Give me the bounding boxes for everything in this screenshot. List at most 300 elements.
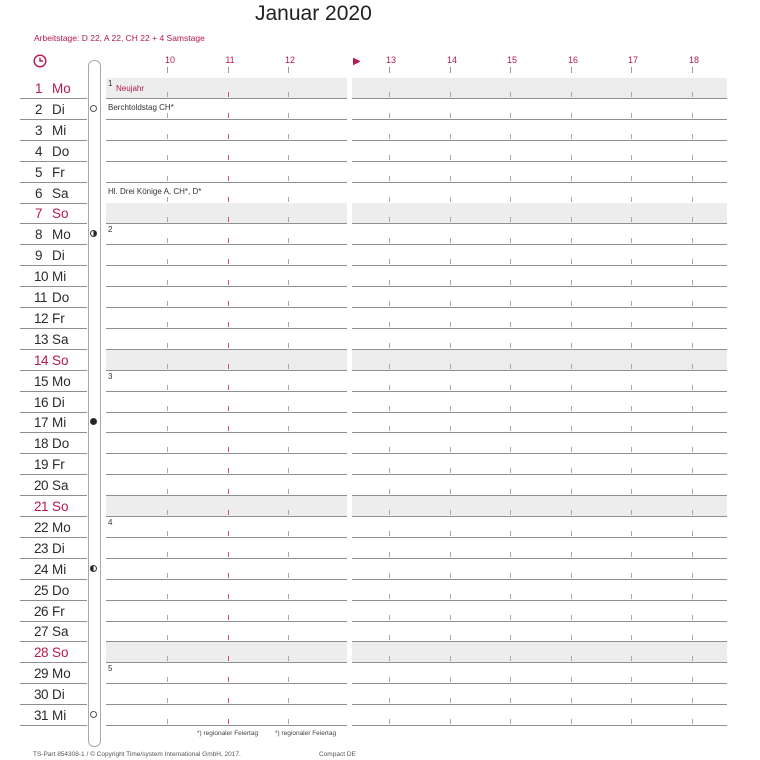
day-band-morning[interactable] bbox=[106, 705, 347, 725]
row-rule bbox=[352, 725, 727, 726]
hour-tick bbox=[692, 552, 693, 557]
hour-tick bbox=[228, 573, 229, 578]
hour-tick bbox=[389, 426, 390, 431]
hour-tick bbox=[692, 343, 693, 348]
day-band-afternoon[interactable] bbox=[352, 224, 727, 244]
weekday-label: Do bbox=[52, 290, 70, 305]
hour-tick bbox=[571, 635, 572, 640]
day-band-morning[interactable] bbox=[106, 245, 347, 265]
day-number: 15 bbox=[34, 373, 49, 389]
hour-tick bbox=[692, 92, 693, 97]
day-row[interactable] bbox=[0, 663, 760, 684]
hour-tick bbox=[167, 406, 168, 411]
hour-tick bbox=[692, 510, 693, 515]
hour-tick bbox=[450, 719, 451, 724]
day-number: 30 bbox=[34, 687, 49, 703]
hour-tick bbox=[228, 343, 229, 348]
day-row[interactable] bbox=[0, 496, 760, 517]
day-number: 5 bbox=[35, 164, 43, 180]
day-row[interactable] bbox=[0, 78, 760, 99]
hour-tick bbox=[167, 176, 168, 181]
day-band-afternoon[interactable] bbox=[352, 663, 727, 683]
day-band-afternoon[interactable] bbox=[352, 412, 727, 432]
hour-tick bbox=[692, 176, 693, 181]
day-band-morning[interactable] bbox=[106, 433, 347, 453]
week-number: 4 bbox=[108, 517, 113, 527]
day-band-morning[interactable] bbox=[106, 538, 347, 558]
hour-label-17: 17 bbox=[627, 55, 638, 65]
hour-tick bbox=[288, 238, 289, 243]
hour-tick bbox=[167, 92, 168, 97]
day-number: 29 bbox=[34, 666, 49, 682]
hour-tick bbox=[510, 552, 511, 557]
hour-tick bbox=[571, 343, 572, 348]
day-row[interactable] bbox=[0, 183, 760, 204]
day-band-morning[interactable] bbox=[106, 496, 347, 516]
day-band-morning[interactable] bbox=[106, 120, 347, 140]
day-band-morning[interactable] bbox=[106, 350, 347, 370]
hour-tick bbox=[571, 489, 572, 494]
moon-last-icon bbox=[90, 565, 97, 572]
hour-tick bbox=[389, 698, 390, 703]
weekday-label: Mo bbox=[52, 81, 71, 96]
day-band-afternoon[interactable] bbox=[352, 392, 727, 412]
day-row[interactable] bbox=[0, 601, 760, 622]
day-row[interactable] bbox=[0, 371, 760, 392]
hour-tick bbox=[571, 322, 572, 327]
day-row[interactable] bbox=[0, 141, 760, 162]
day-band-afternoon[interactable] bbox=[352, 162, 727, 182]
hour-tick bbox=[288, 176, 289, 181]
hour-tick bbox=[228, 364, 229, 369]
hour-tick bbox=[631, 280, 632, 285]
day-number: 8 bbox=[35, 227, 43, 243]
hour-tick bbox=[228, 280, 229, 285]
weekday-label: Fr bbox=[52, 310, 65, 326]
day-band-afternoon[interactable] bbox=[352, 203, 727, 223]
weekday-label: Di bbox=[52, 248, 65, 264]
day-band-afternoon[interactable] bbox=[352, 601, 727, 621]
hour-tick bbox=[450, 280, 451, 285]
day-row[interactable] bbox=[0, 517, 760, 538]
hour-tick bbox=[510, 197, 511, 202]
day-row[interactable] bbox=[0, 329, 760, 350]
day-band-afternoon[interactable] bbox=[352, 287, 727, 307]
day-band-afternoon[interactable] bbox=[352, 329, 727, 349]
hour-tick bbox=[288, 615, 289, 620]
hour-tick bbox=[288, 635, 289, 640]
weekday-label: So bbox=[52, 645, 69, 661]
hour-tick bbox=[450, 176, 451, 181]
hour-tick bbox=[288, 217, 289, 222]
hour-tick bbox=[389, 197, 390, 202]
day-row[interactable] bbox=[0, 433, 760, 454]
hour-tick bbox=[631, 426, 632, 431]
day-band-morning[interactable] bbox=[106, 203, 347, 223]
weekday-label: Fr bbox=[52, 457, 65, 473]
hour-tick bbox=[571, 552, 572, 557]
hour-tick bbox=[389, 635, 390, 640]
hour-tick bbox=[228, 322, 229, 327]
hour-tick bbox=[389, 217, 390, 222]
hour-tick bbox=[450, 322, 451, 327]
hour-tick bbox=[571, 406, 572, 411]
hour-tick bbox=[692, 594, 693, 599]
hour-tick bbox=[167, 510, 168, 515]
hour-tick bbox=[288, 280, 289, 285]
hour-tick bbox=[450, 259, 451, 264]
hour-tick bbox=[631, 259, 632, 264]
play-triangle-icon: ▶ bbox=[353, 56, 361, 67]
hour-tick bbox=[631, 113, 632, 118]
footnote-regional-holiday: *) regionaler Feiertag bbox=[197, 730, 259, 737]
hour-tick bbox=[450, 92, 451, 97]
hour-tick bbox=[692, 635, 693, 640]
day-band-afternoon[interactable] bbox=[352, 350, 727, 370]
hour-tick bbox=[228, 510, 229, 515]
hour-tick bbox=[631, 510, 632, 515]
hour-tick bbox=[288, 594, 289, 599]
day-row[interactable] bbox=[0, 266, 760, 287]
hour-tick bbox=[571, 615, 572, 620]
day-number: 17 bbox=[34, 415, 49, 431]
weekday-label: Mo bbox=[52, 666, 71, 682]
day-band-afternoon[interactable] bbox=[352, 371, 727, 391]
hour-tick bbox=[167, 468, 168, 473]
hour-tick bbox=[228, 155, 229, 160]
hour-tick bbox=[450, 552, 451, 557]
hour-tick bbox=[228, 176, 229, 181]
hour-tick bbox=[167, 301, 168, 306]
day-number: 7 bbox=[35, 206, 43, 222]
hour-tick bbox=[228, 113, 229, 118]
hour-tick bbox=[450, 364, 451, 369]
hour-tick bbox=[288, 343, 289, 348]
day-band-afternoon[interactable] bbox=[352, 621, 727, 641]
hour-tick bbox=[389, 301, 390, 306]
day-row[interactable] bbox=[0, 120, 760, 141]
hour-tick bbox=[288, 573, 289, 578]
day-number: 26 bbox=[34, 603, 49, 619]
day-band-afternoon[interactable] bbox=[352, 580, 727, 600]
hour-tick bbox=[510, 113, 511, 118]
day-row[interactable] bbox=[0, 454, 760, 475]
hour-tick bbox=[571, 426, 572, 431]
day-row[interactable] bbox=[0, 287, 760, 308]
day-row[interactable] bbox=[0, 475, 760, 496]
hour-tick bbox=[167, 447, 168, 452]
day-number: 13 bbox=[34, 331, 49, 347]
day-band-morning[interactable] bbox=[106, 371, 347, 391]
day-band-afternoon[interactable] bbox=[352, 433, 727, 453]
hour-tick bbox=[631, 217, 632, 222]
hour-label-13: 13 bbox=[385, 55, 396, 65]
day-number: 24 bbox=[34, 561, 49, 577]
hour-tick bbox=[510, 301, 511, 306]
day-band-morning[interactable] bbox=[106, 224, 347, 244]
hour-tick bbox=[167, 322, 168, 327]
day-row[interactable] bbox=[0, 538, 760, 559]
hour-tick bbox=[389, 385, 390, 390]
hour-tick bbox=[450, 615, 451, 620]
hour-tick bbox=[228, 238, 229, 243]
day-row[interactable] bbox=[0, 559, 760, 580]
hour-tick bbox=[389, 489, 390, 494]
day-band-afternoon[interactable] bbox=[352, 642, 727, 662]
hour-tick bbox=[571, 364, 572, 369]
hour-label-15: 15 bbox=[506, 55, 517, 65]
day-band-morning[interactable] bbox=[106, 287, 347, 307]
hour-tick bbox=[631, 489, 632, 494]
day-band-afternoon[interactable] bbox=[352, 78, 727, 98]
week-number: 5 bbox=[108, 664, 113, 674]
day-row[interactable] bbox=[0, 245, 760, 266]
day-band-morning[interactable] bbox=[106, 392, 347, 412]
day-band-morning[interactable] bbox=[106, 621, 347, 641]
hour-tick bbox=[167, 677, 168, 682]
day-band-afternoon[interactable] bbox=[352, 684, 727, 704]
hour-tick bbox=[228, 259, 229, 264]
day-band-afternoon[interactable] bbox=[352, 496, 727, 516]
week-number: 3 bbox=[108, 371, 113, 381]
day-band-afternoon[interactable] bbox=[352, 266, 727, 286]
hour-tick bbox=[389, 134, 390, 139]
hour-tick bbox=[288, 719, 289, 724]
hour-tick bbox=[631, 677, 632, 682]
hour-tick bbox=[288, 364, 289, 369]
hour-tick bbox=[167, 385, 168, 390]
day-band-afternoon[interactable] bbox=[352, 475, 727, 495]
hour-tick bbox=[510, 635, 511, 640]
day-band-afternoon[interactable] bbox=[352, 120, 727, 140]
hour-tick bbox=[450, 573, 451, 578]
hour-tick bbox=[167, 238, 168, 243]
page-title: Januar 2020 bbox=[255, 2, 372, 25]
day-band-morning[interactable] bbox=[106, 642, 347, 662]
day-row[interactable] bbox=[0, 392, 760, 413]
hour-tick bbox=[631, 385, 632, 390]
weekday-label: Di bbox=[52, 540, 65, 556]
day-row[interactable] bbox=[0, 350, 760, 371]
hour-label-11: 11 bbox=[225, 55, 235, 65]
hour-tick bbox=[389, 468, 390, 473]
hour-tick bbox=[167, 113, 168, 118]
hour-tick bbox=[167, 573, 168, 578]
hour-tick bbox=[288, 113, 289, 118]
hour-tick bbox=[631, 92, 632, 97]
hour-tick bbox=[389, 719, 390, 724]
hour-label-18: 18 bbox=[688, 55, 699, 65]
hour-tick bbox=[288, 677, 289, 682]
hour-tick bbox=[510, 322, 511, 327]
hour-tick bbox=[571, 385, 572, 390]
weekday-label: Mi bbox=[52, 708, 67, 723]
hour-tick bbox=[228, 92, 229, 97]
day-band-morning[interactable] bbox=[106, 162, 347, 182]
hour-tick bbox=[692, 719, 693, 724]
day-band-afternoon[interactable] bbox=[352, 454, 727, 474]
hour-tick bbox=[510, 343, 511, 348]
hour-tick bbox=[571, 197, 572, 202]
hour-tick bbox=[167, 615, 168, 620]
hour-tick bbox=[571, 656, 572, 661]
day-row[interactable] bbox=[0, 224, 760, 245]
day-row[interactable] bbox=[0, 308, 760, 329]
weekday-label: Sa bbox=[52, 478, 69, 494]
day-band-morning[interactable] bbox=[106, 454, 347, 474]
day-row[interactable] bbox=[0, 203, 760, 224]
weekday-label: Mi bbox=[52, 122, 67, 138]
hour-tick bbox=[450, 385, 451, 390]
hour-tick bbox=[389, 573, 390, 578]
hour-tick bbox=[228, 635, 229, 640]
hour-tick bbox=[389, 510, 390, 515]
hour-tick bbox=[692, 280, 693, 285]
hour-tick bbox=[450, 531, 451, 536]
day-row[interactable] bbox=[0, 621, 760, 642]
day-band-morning[interactable] bbox=[106, 663, 347, 683]
hour-tick bbox=[631, 615, 632, 620]
hour-tick bbox=[510, 176, 511, 181]
hour-tick bbox=[571, 259, 572, 264]
footnote-regional-holiday: *) regionaler Feiertag bbox=[275, 730, 337, 737]
day-row[interactable] bbox=[0, 99, 760, 120]
hour-tick bbox=[692, 447, 693, 452]
hour-tick bbox=[450, 217, 451, 222]
day-band-afternoon[interactable] bbox=[352, 141, 727, 161]
day-number: 12 bbox=[34, 310, 49, 326]
day-band-afternoon[interactable] bbox=[352, 183, 727, 203]
day-band-afternoon[interactable] bbox=[352, 245, 727, 265]
day-row[interactable] bbox=[0, 580, 760, 601]
day-number: 10 bbox=[34, 269, 49, 285]
hour-tick bbox=[631, 197, 632, 202]
hour-tick bbox=[510, 615, 511, 620]
hour-tick bbox=[228, 719, 229, 724]
hour-tick bbox=[631, 698, 632, 703]
day-row[interactable] bbox=[0, 642, 760, 663]
hour-tick bbox=[389, 259, 390, 264]
day-band-morning[interactable] bbox=[106, 412, 347, 432]
hour-tick bbox=[692, 677, 693, 682]
holiday-note: Hl. Drei Könige A, CH*, D* bbox=[108, 186, 202, 196]
hour-tick bbox=[228, 552, 229, 557]
hour-tick bbox=[692, 197, 693, 202]
day-number: 4 bbox=[35, 143, 43, 159]
hour-tick bbox=[389, 322, 390, 327]
hour-tick bbox=[389, 615, 390, 620]
day-band-morning[interactable] bbox=[106, 141, 347, 161]
hour-tick bbox=[450, 301, 451, 306]
day-row[interactable] bbox=[0, 412, 760, 433]
day-band-afternoon[interactable] bbox=[352, 559, 727, 579]
hour-tick bbox=[571, 447, 572, 452]
hour-tick bbox=[389, 656, 390, 661]
hour-tick bbox=[228, 615, 229, 620]
row-rule bbox=[20, 725, 87, 726]
week-number: 2 bbox=[108, 225, 113, 235]
day-band-morning[interactable] bbox=[106, 266, 347, 286]
day-band-morning[interactable] bbox=[106, 329, 347, 349]
hour-tick bbox=[288, 447, 289, 452]
weekday-label: Sa bbox=[52, 624, 69, 640]
day-band-afternoon[interactable] bbox=[352, 705, 727, 725]
hour-tick bbox=[692, 217, 693, 222]
day-row[interactable] bbox=[0, 705, 760, 726]
day-band-morning[interactable] bbox=[106, 684, 347, 704]
hour-tick bbox=[228, 677, 229, 682]
weekday-label: Di bbox=[52, 101, 65, 117]
hour-tick bbox=[692, 113, 693, 118]
hour-tick bbox=[450, 594, 451, 599]
hour-tick bbox=[631, 656, 632, 661]
hour-tick bbox=[167, 197, 168, 202]
day-band-morning[interactable] bbox=[106, 308, 347, 328]
hour-tick bbox=[510, 217, 511, 222]
hour-tick bbox=[510, 531, 511, 536]
workdays-caption: Arbeitstage: D 22, A 22, CH 22 + 4 Samstage bbox=[34, 33, 205, 43]
edition-label: Compact DE bbox=[319, 751, 356, 758]
hour-tick bbox=[510, 92, 511, 97]
day-band-morning[interactable] bbox=[106, 517, 347, 537]
hour-tick bbox=[692, 698, 693, 703]
hour-tick bbox=[692, 468, 693, 473]
day-band-morning[interactable] bbox=[106, 601, 347, 621]
day-number: 31 bbox=[34, 708, 49, 723]
hour-tick bbox=[228, 698, 229, 703]
day-number: 14 bbox=[34, 352, 49, 368]
row-rule bbox=[106, 725, 347, 726]
day-row[interactable] bbox=[0, 684, 760, 705]
hour-tick bbox=[571, 176, 572, 181]
hour-tick bbox=[571, 92, 572, 97]
weekday-label: Mo bbox=[52, 227, 71, 243]
hour-tick bbox=[228, 489, 229, 494]
day-number: 19 bbox=[34, 457, 49, 473]
hour-tick bbox=[167, 280, 168, 285]
weekday-label: Mi bbox=[52, 415, 67, 431]
day-band-afternoon[interactable] bbox=[352, 517, 727, 537]
hour-tick bbox=[389, 238, 390, 243]
day-band-morning[interactable] bbox=[106, 580, 347, 600]
day-band-afternoon[interactable] bbox=[352, 99, 727, 119]
hour-tick bbox=[510, 426, 511, 431]
hour-tick bbox=[510, 447, 511, 452]
hour-tick bbox=[228, 531, 229, 536]
day-band-afternoon[interactable] bbox=[352, 538, 727, 558]
hour-tick bbox=[288, 385, 289, 390]
hour-tick bbox=[631, 364, 632, 369]
hour-tick bbox=[288, 489, 289, 494]
day-band-morning[interactable] bbox=[106, 475, 347, 495]
day-band-afternoon[interactable] bbox=[352, 308, 727, 328]
hour-tick bbox=[631, 301, 632, 306]
hour-tick bbox=[631, 573, 632, 578]
day-number: 27 bbox=[34, 624, 49, 640]
hour-tick bbox=[692, 406, 693, 411]
hour-tick bbox=[167, 426, 168, 431]
hour-tick bbox=[450, 698, 451, 703]
hour-tick bbox=[571, 468, 572, 473]
day-band-morning[interactable] bbox=[106, 559, 347, 579]
day-row[interactable] bbox=[0, 162, 760, 183]
hour-tick bbox=[510, 510, 511, 515]
hour-tick bbox=[631, 238, 632, 243]
hour-tick bbox=[692, 364, 693, 369]
hour-tick bbox=[288, 531, 289, 536]
hour-tick bbox=[571, 719, 572, 724]
moon-new-icon bbox=[90, 711, 97, 718]
